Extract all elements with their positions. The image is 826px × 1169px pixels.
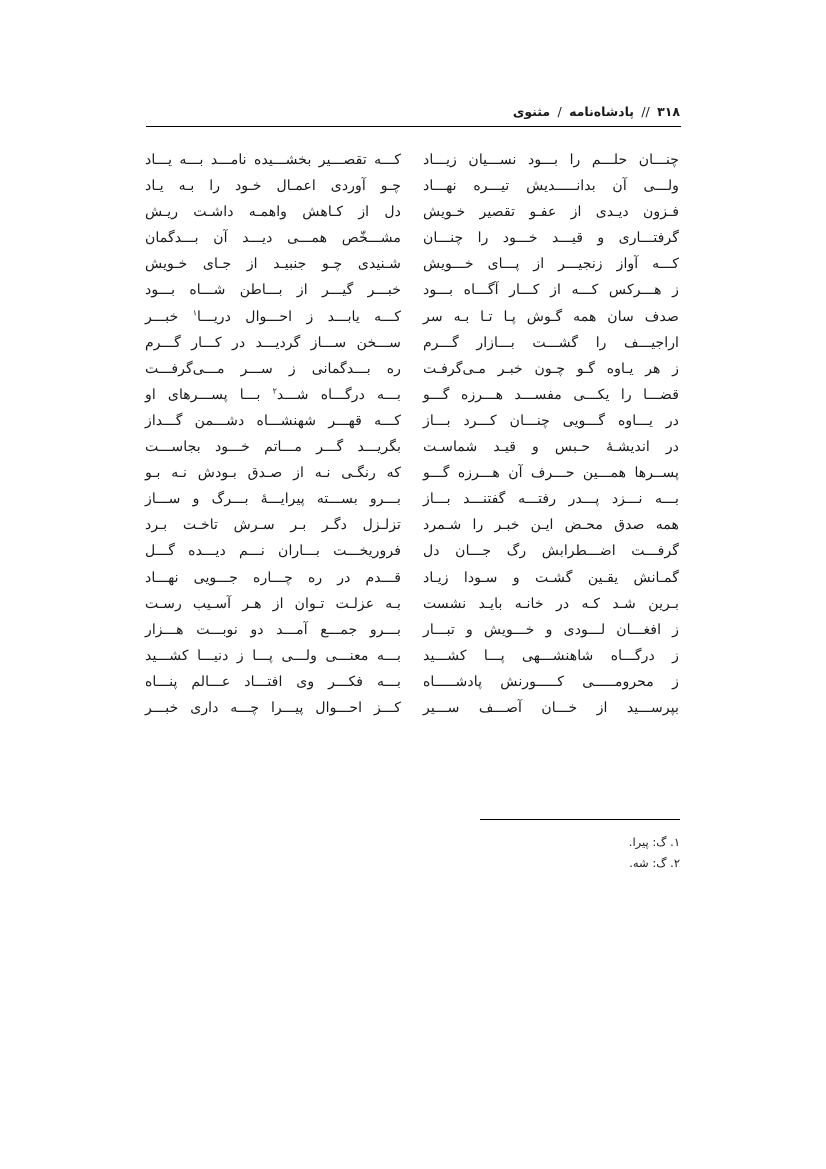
hemistich-left: چـو آوردی اعمـال خـود را بـه یـاد: [145, 178, 401, 195]
running-head: [513, 104, 680, 119]
hemistich-left: بـه عزلـت تـوان از هـر آسـیب رسـت: [145, 595, 401, 612]
hemistich-left: شـنیدی چـو جنبیـد از جـای خـویش: [145, 256, 401, 273]
footnote-text: گ: شه.: [629, 856, 667, 870]
hemistich-left: خبـــر گیـــر از بـــاطن شـــاه بـــود: [145, 282, 401, 299]
hemistich-left-with-footnote: [145, 304, 401, 330]
hemistich-left: بـــرو بســـته پیرایـــهٔ بـــرگ و ســـاز: [145, 491, 401, 508]
hemistich-left: کـــز احـــوال پیـــرا چـــه داری خبـــر: [145, 699, 401, 716]
hemistich-left: که رنگـی نـه از صـدق بـودش نـه بـو: [145, 465, 401, 482]
hemistich-right: ز هـــرکس کـــه از کـــار آگـــاه بـــود: [423, 282, 679, 299]
footnote-number: ۲.: [670, 856, 680, 870]
hemistich-left: فروریخـــت بـــاران نـــم دیـــده گـــل: [145, 543, 401, 560]
hemistich-right: گرفـــت اضـــطرابش رگ جـــان دل: [423, 543, 679, 560]
hemistich-left: ســـخن ســـاز گردیـــد در کـــار گـــرم: [145, 334, 401, 351]
hemistich-right: در اندیشـهٔ حـبس و قیـد شماسـت: [423, 439, 679, 456]
hemistich-right: ز افغـــان لـــودی و خـــویش و تبـــار: [423, 621, 679, 638]
footnote-mark: ۲: [272, 386, 277, 396]
hemistich-right: بـرین شـد کـه در خانـه بایـد نشست: [423, 595, 679, 612]
header-slash: /: [557, 104, 562, 119]
hemistich-left: کـــه تقصـــیر بخشـــیده نامـــد بـــه یـــاد: [145, 152, 401, 168]
hemistich-left: تزلـزل دگـر بـر سـرش تاخـت بـرد: [145, 517, 401, 534]
hemistich-right: گمـانش یقـین گشـت و سـودا زیـاد: [423, 569, 679, 586]
hemistich-left-with-footnote: [145, 382, 401, 408]
hemistich-right: در یـــاوه گـــویی چنـــان کـــرد بـــاز: [423, 412, 679, 429]
footnote-mark: ۱: [192, 307, 198, 317]
hemistich-text-tail: خبـــر: [145, 308, 179, 325]
hemistich-right: صدف سان همه گـوش پـا تـا بـه سر: [423, 308, 679, 325]
header-rule: [146, 126, 681, 127]
footnote-text: گ: پیرا.: [628, 835, 667, 849]
footnote-number: ۱.: [670, 835, 680, 849]
header-separator: //: [641, 104, 650, 119]
hemistich-left: دل از کـاهش واهمـه داشـت ریـش: [145, 204, 401, 221]
hemistich-left: قـــدم در ره چـــاره جـــویی نهـــاد: [145, 569, 401, 586]
footnote: [629, 853, 680, 874]
hemistich-right: کـــه آواز زنجیـــر از پـــای خـــویش: [423, 256, 679, 273]
poem-column-left: [145, 147, 401, 721]
book-title: پادشاه‌نامه: [569, 104, 634, 119]
footnote-rule: [480, 819, 680, 820]
section-title: مثنوی: [512, 104, 551, 119]
hemistich-right: ز درگـــاه شاهنشـــهی پـــا کشـــید: [423, 647, 679, 664]
hemistich-right: ز هر یـاوه گـو چـون خبـر مـی‌گرفـت: [423, 360, 679, 377]
hemistich-left: ره بـــدگمانی ز ســـر مـــی‌گرفـــت: [145, 360, 401, 377]
hemistich-right: فـزون دیـدی از عفـو تقصیر خـویش: [423, 204, 679, 221]
hemistich-right: بـــه نـــزد پـــدر رفتـــه گفتنـــد بـــاز: [423, 491, 679, 508]
footnote: [629, 832, 680, 853]
hemistich-right: چنـــان حلـــم را بـــود نســـیان زیـــاد: [423, 152, 679, 168]
hemistich-left: بـــرو جمـــع آمـــد دو نوبـــت هـــزار: [145, 621, 401, 638]
hemistich-text-tail: بـــا پســـرهای او: [145, 386, 261, 403]
hemistich-left: بـــه فکـــر وی افتـــاد عـــالم پنـــاه: [145, 673, 401, 690]
hemistich-right: ولـــی آن بدانـــــدیش تیـــره نهـــاد: [423, 178, 679, 195]
hemistich-left: مشـــخّص همـــی دیـــد آن بـــدگمان: [145, 230, 401, 247]
hemistich-right: ز محرومـــــی کـــــورنش پادشـــــاه: [423, 673, 679, 690]
hemistich-text: کـــه یابـــد ز احـــوال دریـــا: [197, 308, 401, 325]
hemistich-right: گرفتـــاری و قیـــد خـــود را چنـــان: [423, 230, 679, 247]
hemistich-left: بـــه معنـــی ولـــی پـــا ز دنیـــا کشـــید: [145, 647, 401, 664]
hemistich-right: پســرها همـــین حـــرف آن هـــرزه گـــو: [423, 465, 679, 482]
footnotes: [629, 832, 680, 874]
hemistich-left: کـــه قهـــر شهنشـــاه دشـــمن گـــداز: [145, 412, 401, 429]
page-number: ۳۱۸: [657, 104, 680, 119]
hemistich-right: اراجیـــف را گشـــت بـــازار گـــرم: [423, 334, 679, 351]
hemistich-right: بپرســـید از خـــان آصـــف ســـیر: [423, 699, 679, 716]
poem-column-right: [423, 147, 679, 721]
hemistich-left: بگریـــد گـــر مـــاتم خـــود بجاســـت: [145, 439, 401, 456]
hemistich-text: بـــه درگـــاه شـــد: [276, 386, 401, 403]
hemistich-right: همه صدق محـض ایـن خبـر را شـمرد: [423, 517, 679, 534]
hemistich-right: قضـــا را یکـــی مفســـد هـــرزه گـــو: [423, 386, 679, 403]
